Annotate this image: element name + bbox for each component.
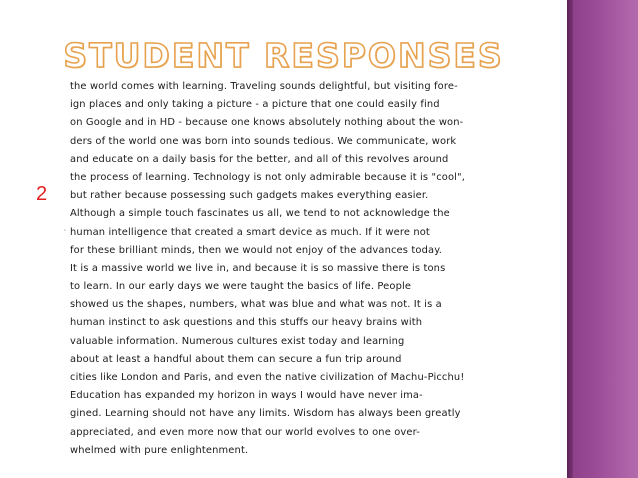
- essay-line: Although a simple touch fascinates us all, we tend to not acknowledge the: [70, 208, 450, 220]
- essay-line: gined. Learning should not have any limits. Wisdom has always been greatly: [70, 408, 461, 420]
- essay-line: and educate on a daily basis for the better, and all of this revolves around: [70, 153, 449, 165]
- essay-line: ders of the world one was born into sounds tedious. We communicate, work: [70, 135, 457, 147]
- essay-line: human instinct to ask questions and this stuffs our heavy brains with: [70, 317, 423, 329]
- essay-line: cities like London and Paris, and even the native civilization of Machu-Picchu!: [70, 372, 465, 383]
- essay-line: appreciated, and even more now that our world evolves to one over-: [70, 426, 420, 438]
- essay-line: valuable information. Numerous cultures exist today and learning: [70, 335, 405, 347]
- essay-line: ign places and only taking a picture - a picture that one could easily find: [70, 99, 440, 111]
- essay-line: on Google and in HD - because one knows absolutely nothing about the won-: [70, 117, 464, 129]
- essay-line: the world comes with learning. Traveling sounds delightful, but visiting fore-: [70, 81, 458, 92]
- essay-line: for these brilliant minds, then we would not enjoy of the advances today.: [70, 244, 443, 256]
- essay-line: human intelligence that created a smart device as much. If it were not: [70, 226, 430, 238]
- essay-line: the process of learning. Technology is not only admirable because it is "cool",: [70, 171, 466, 183]
- side-band-edge: [567, 0, 573, 478]
- essay-line: showed us the shapes, numbers, what was blue and what was not. It is a: [70, 299, 442, 311]
- essay-line: It is a massive world we live in, and because it is so massive there is tons: [70, 262, 446, 274]
- essay-line: Education has expanded my horizon in ways I would have never ima-: [70, 390, 423, 402]
- stray-mark: ‘: [64, 228, 66, 237]
- slide-title: STUDENT RESPONSES: [63, 36, 504, 75]
- essay-line: whelmed with pure enlightenment.: [70, 444, 249, 456]
- decorative-side-band: [567, 0, 638, 478]
- essay-line: about at least a handful about them can secure a fun trip around: [70, 353, 402, 365]
- handwritten-essay: [70, 78, 554, 460]
- essay-line: but rather because possessing such gadgets makes everything easier.: [70, 190, 429, 202]
- slide-number: 2: [36, 183, 48, 205]
- essay-line: to learn. In our early days we were taught the basics of life. People: [70, 281, 412, 293]
